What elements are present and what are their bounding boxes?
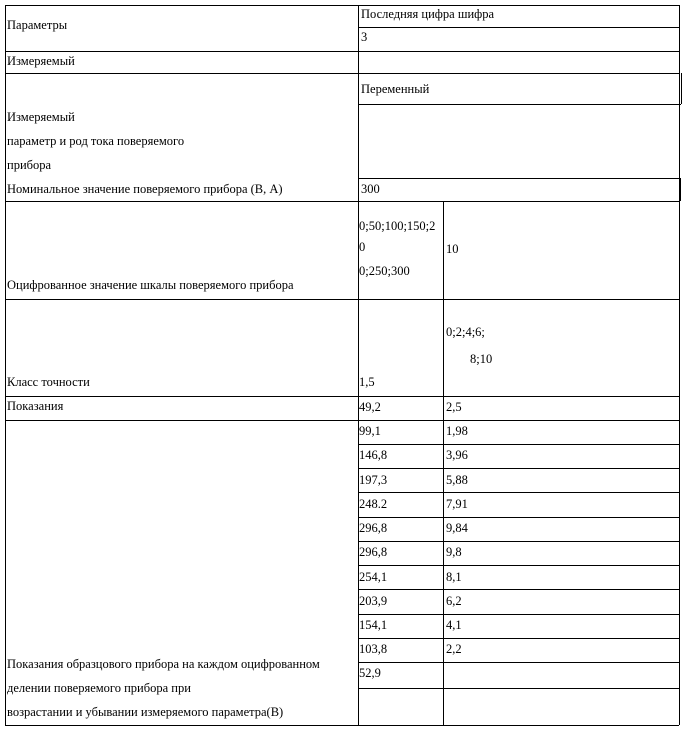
row-divider (358, 27, 679, 28)
param-type-label: Измеряемый (7, 110, 75, 124)
class-value: 1,5 (359, 375, 375, 389)
column-divider (5, 5, 6, 725)
row-divider (5, 299, 679, 300)
row-divider (358, 688, 679, 689)
column-divider (680, 178, 681, 201)
reading-value: 8,1 (446, 570, 462, 584)
reading-value: 9,8 (446, 545, 462, 559)
reference-label: Показания образцового прибора на каждом оцифрованном (7, 657, 320, 671)
row-divider (358, 178, 680, 179)
row-divider (5, 396, 679, 397)
reading-value: 146,8 (359, 448, 388, 462)
row-divider (5, 51, 679, 52)
reading-value: 99,1 (359, 424, 381, 438)
class-second-value: 8;10 (470, 352, 493, 366)
class-second-value: 0;2;4;6; (446, 325, 485, 339)
reading-value: 9,84 (446, 521, 468, 535)
row-divider (5, 73, 679, 74)
reading-value: 5,88 (446, 473, 468, 487)
scale-value: 0;50;100;150;2 (359, 219, 436, 233)
reading-value: 1,98 (446, 424, 468, 438)
row-divider (5, 420, 679, 421)
reading-value: 248.2 (359, 497, 388, 511)
row-divider (5, 201, 679, 202)
reading-value: 4,1 (446, 618, 462, 632)
reading-value: 49,2 (359, 400, 381, 414)
reading-value: 52,9 (359, 666, 381, 680)
reading-value: 6,2 (446, 594, 462, 608)
reading-value: 203,9 (359, 594, 388, 608)
param-type-label: прибора (7, 158, 52, 172)
row-divider (358, 662, 679, 663)
reading-value: 154,1 (359, 618, 388, 632)
current-type-value: Переменный (361, 82, 430, 96)
row-divider (358, 565, 679, 566)
scale-second-value: 10 (446, 242, 459, 256)
nominal-value: 300 (361, 182, 380, 196)
row-divider (358, 444, 679, 445)
reference-label: возрастании и убывании измеряемого параметра(В) (7, 705, 284, 719)
row-divider (5, 5, 679, 6)
reading-value: 7,91 (446, 497, 468, 511)
scale-value: 0 (359, 240, 366, 254)
reading-value: 296,8 (359, 545, 388, 559)
reading-value: 296,8 (359, 521, 388, 535)
scale-value: 0;250;300 (359, 264, 410, 278)
reading-value: 3,96 (446, 448, 468, 462)
row-divider (358, 492, 679, 493)
row-divider (358, 589, 679, 590)
reference-label: делении поверяемого прибора при (7, 681, 191, 695)
row-divider (358, 468, 679, 469)
column-divider (681, 73, 682, 104)
scale-label: Оцифрованное значение шкалы поверяемого прибора (7, 278, 294, 292)
reading-value: 254,1 (359, 570, 388, 584)
row-divider (358, 104, 681, 105)
readings-label: Показания (7, 399, 64, 413)
row-divider (358, 638, 679, 639)
cipher-value: 3 (361, 30, 368, 44)
row-divider (358, 614, 679, 615)
reading-value: 197,3 (359, 473, 388, 487)
cipher-header: Последняя цифра шифра (361, 7, 495, 21)
row-divider (5, 725, 679, 726)
column-divider (443, 201, 444, 725)
params-header: Параметры (7, 18, 68, 32)
row-divider (358, 541, 679, 542)
reading-value: 103,8 (359, 642, 388, 656)
reading-value: 2,5 (446, 400, 462, 414)
column-divider (679, 5, 680, 725)
row-divider (358, 517, 679, 518)
measured-label: Измеряемый (7, 54, 75, 68)
reading-value: 2,2 (446, 642, 462, 656)
class-label: Класс точности (7, 375, 90, 389)
nominal-label: Номинальное значение поверяемого прибора (В, А) (7, 182, 283, 196)
param-type-label: параметр и род тока поверяемого (7, 134, 185, 148)
